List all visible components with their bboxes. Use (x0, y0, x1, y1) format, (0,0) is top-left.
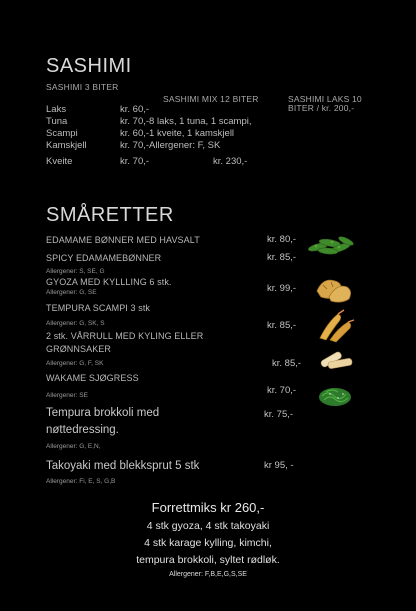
menu-item-name: SPICY EDAMAMEBØNNER (46, 253, 162, 263)
menu-item-name: TEMPURA SCAMPI 3 stk (46, 303, 151, 313)
menu-item-name: EDAMAME BØNNER MED HAVSALT (46, 235, 200, 245)
menu-item-name-line2: nøttedressing. (46, 424, 119, 436)
menu-item-allergens: Allergener: G, F, SK (46, 360, 104, 367)
wakame-image (316, 382, 354, 408)
tempura-scampi-image (314, 308, 356, 344)
sashimi-row-price: kr. 70,-8 laks, 1 tuna, 1 scampi, (120, 116, 252, 127)
sashimi-mix-price: kr. 230,- (213, 156, 248, 167)
sashimi-row-name: Kamskjell (46, 140, 87, 151)
sashimi-row-name: Scampi (46, 128, 78, 139)
section-title-sashimi: SASHIMI (46, 55, 132, 77)
sashimi-laks10-line1: SASHIMI LAKS 10 (288, 94, 362, 104)
menu-item-price: kr. 70,- (267, 385, 297, 396)
menu-item-name: GYOZA MED KYLLLING 6 stk. (46, 277, 172, 287)
menu-item-name: Takoyaki med blekksprut 5 stk (46, 460, 200, 472)
menu-item-price: kr. 80,- (267, 234, 297, 245)
forrettmiks-line: 4 stk gyoza, 4 stk takoyaki (146, 520, 270, 532)
sashimi-row-price: kr. 60,-1 kveite, 1 kamskjell (120, 128, 235, 139)
edamame-image (306, 231, 356, 259)
menu-item-allergens: Allergener: G, SK, S (46, 320, 105, 327)
forrettmiks-line: 4 stk karage kylling, kimchi, (144, 537, 272, 549)
menu-item-allergens: Allergener: S, SE, G (46, 268, 105, 275)
sashimi-3-biter-label: SASHIMI 3 BITER (46, 82, 119, 92)
forrettmiks-title: Forrettmiks kr 260,- (151, 500, 265, 515)
sashimi-laks10-line2: BITER / kr. 200,- (288, 103, 355, 113)
menu-item-name-line2: GRØNNSAKER (46, 344, 112, 354)
sashimi-row-name: Kveite (46, 156, 73, 167)
forrettmiks-line: tempura brokkoli, syltet rødløk. (136, 554, 280, 566)
menu-item-allergens: Allergener: G, E,N, (46, 443, 101, 450)
spring-roll-image (316, 346, 356, 376)
menu-item-price: kr 95, - (264, 460, 294, 471)
menu-item-price: kr. 75,- (264, 409, 294, 420)
menu-item-name-line1: Tempura brokkoli med (46, 407, 160, 419)
sashimi-row-price: kr. 70,- (120, 156, 150, 167)
menu-item-name: WAKAME SJØGRESS (46, 373, 139, 383)
sashimi-row-price: kr. 70,-Allergener: F, SK (120, 140, 221, 151)
sashimi-mix-label: SASHIMI MIX 12 BITER (163, 94, 259, 104)
sashimi-row-name: Tuna (46, 116, 68, 127)
menu-item-price: kr. 85,- (267, 320, 297, 331)
menu-item-price: kr. 99,- (267, 283, 297, 294)
gyoza-image (313, 273, 353, 305)
sashimi-row-price: kr. 60,- (120, 104, 150, 115)
sashimi-row-name: Laks (46, 104, 67, 115)
menu-item-allergens: Allergener: SE (46, 392, 88, 399)
menu-item-allergens: Allergener: G, SE (46, 289, 97, 296)
forrettmiks-allergens: Allergener: F,B,E,G,S,SE (169, 571, 247, 578)
menu-item-allergens: Allergener: Fi, E, S, G,B (46, 478, 116, 485)
menu-item-name-line1: 2 stk. VÅRRULL MED KYLING ELLER (46, 331, 204, 341)
menu-item-price: kr. 85,- (267, 252, 297, 263)
section-title-smaretter: SMÅRETTER (46, 204, 174, 226)
menu-item-price: kr. 85,- (272, 358, 302, 369)
